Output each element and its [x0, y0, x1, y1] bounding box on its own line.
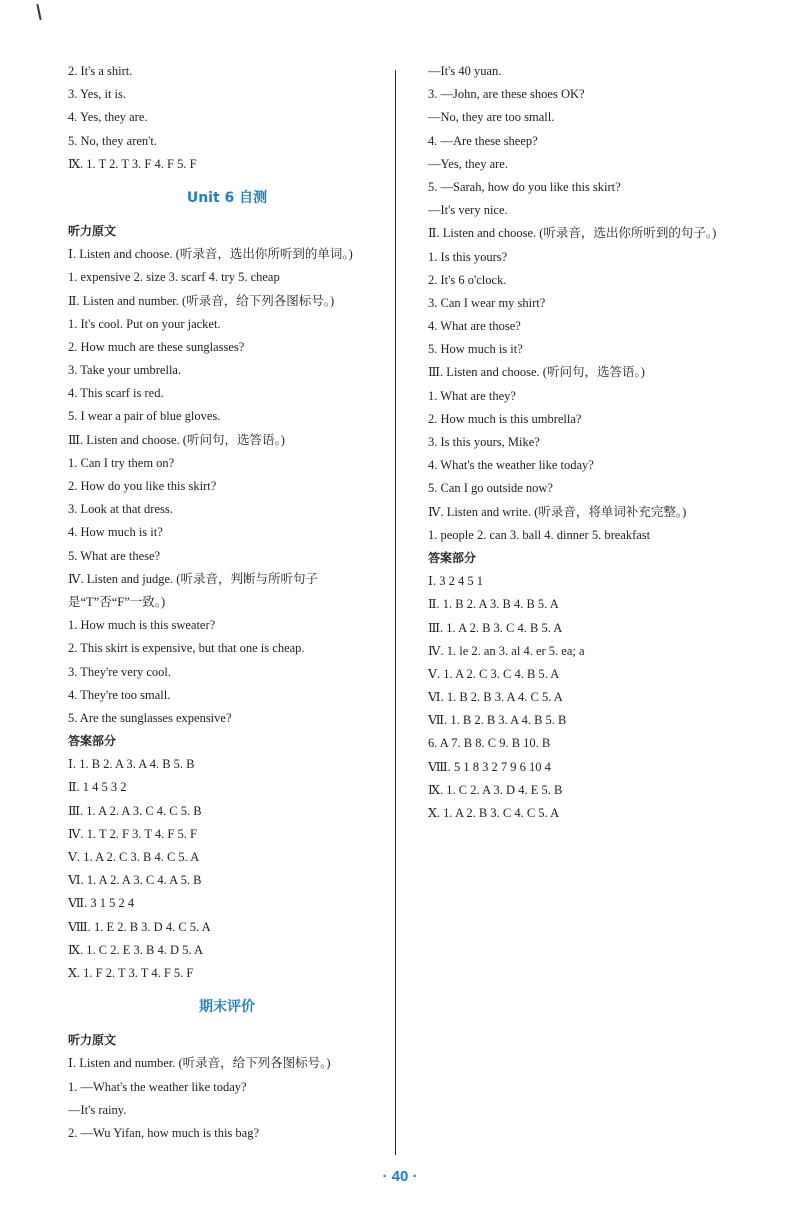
text-line: Ⅵ. 1. B 2. B 3. A 4. C 5. A [428, 690, 563, 705]
page-number: · 40 · [382, 1168, 418, 1185]
section-heading: 答案部分 [68, 734, 117, 749]
text-line: 1. expensive 2. size 3. scarf 4. try 5. cheap [68, 270, 280, 285]
text-line: Ⅱ. 1. B 2. A 3. B 4. B 5. A [428, 597, 559, 612]
text-line: 5. What are these? [68, 548, 161, 563]
text-line: 2. It's 6 o'clock. [428, 272, 507, 287]
text-line: —It's very nice. [428, 203, 508, 218]
text-line: 5. —Sarah, how do you like this skirt? [428, 179, 621, 194]
text-line: 3. Look at that dress. [68, 502, 173, 517]
text-line: 1. How much is this sweater? [68, 618, 216, 633]
text-line: Ⅹ. 1. F 2. T 3. T 4. F 5. F [68, 965, 194, 980]
text-line: Ⅳ. Listen and judge. (听录音，判断与所听句子是“T”否“F”一致。) [68, 571, 318, 609]
text-line: Ⅷ. 1. E 2. B 3. D 4. C 5. A [68, 919, 211, 934]
text-line: Ⅰ. Listen and choose. (听录音，选出你所听到的单词。) [68, 247, 353, 262]
text-line: 3. —John, are these shoes OK? [428, 87, 585, 102]
text-line: 2. —Wu Yifan, how much is this bag? [68, 1125, 260, 1140]
text-line: Ⅳ. 1. T 2. F 3. T 4. F 5. F [68, 826, 197, 841]
text-line: 4. What's the weather like today? [428, 458, 594, 473]
text-line: Ⅰ. 1. B 2. A 3. A 4. B 5. B [68, 757, 195, 772]
section-heading: 答案部分 [428, 550, 477, 565]
text-line: 4. Yes, they are. [68, 110, 148, 125]
text-line: 2. How much is this umbrella? [428, 411, 582, 426]
text-line: Ⅲ. Listen and choose. (听问句，选答语。) [68, 432, 285, 447]
text-line: Ⅵ. 1. A 2. A 3. C 4. A 5. B [68, 873, 202, 888]
text-line: 2. This skirt is expensive, but that one is cheap. [68, 641, 305, 656]
text-line: 6. A 7. B 8. C 9. B 10. B [428, 736, 551, 751]
text-line: 4. They're too small. [68, 687, 171, 702]
text-line: 2. How do you like this skirt? [68, 479, 217, 493]
text-line: —It's rainy. [68, 1102, 127, 1117]
text-line: 2. It's a shirt. [68, 64, 133, 78]
corner-mark [36, 4, 41, 20]
text-line: Ⅱ. Listen and choose. (听录音，选出你所听到的句子。) [428, 226, 717, 241]
text-line: Ⅸ. 1. T 2. T 3. F 4. F 5. F [68, 156, 197, 171]
text-line: —No, they are too small. [428, 110, 555, 125]
text-line: Ⅸ. 1. C 2. E 3. B 4. D 5. A [68, 942, 203, 957]
text-line: Ⅶ. 1. B 2. B 3. A 4. B 5. B [428, 713, 567, 728]
text-line: Ⅴ. 1. A 2. C 3. C 4. B 5. A [428, 666, 560, 681]
text-line: 4. What are those? [428, 319, 521, 334]
right-column [428, 60, 768, 825]
text-line: 3. Is this yours, Mike? [428, 435, 540, 449]
text-line: Ⅶ. 3 1 5 2 4 [68, 896, 135, 911]
text-line: 1. —What's the weather like today? [68, 1079, 247, 1094]
text-line: Ⅲ. 1. A 2. B 3. C 4. B 5. A [428, 620, 563, 635]
text-line: 3. Yes, it is. [68, 87, 127, 102]
left-column [68, 60, 386, 1145]
text-line: 1. It's cool. Put on your jacket. [68, 316, 221, 331]
text-line: Ⅰ. 3 2 4 5 1 [428, 574, 483, 589]
text-line: 4. —Are these sheep? [428, 133, 538, 148]
text-line: 5. Are the sunglasses expensive? [68, 710, 232, 725]
text-line: Ⅱ. 1 4 5 3 2 [68, 780, 127, 795]
text-line: 3. Take your umbrella. [68, 363, 182, 378]
text-line: Ⅳ. 1. le 2. an 3. al 4. er 5. ea; a [428, 643, 585, 658]
text-line: —It's 40 yuan. [428, 64, 502, 78]
text-line: Ⅴ. 1. A 2. C 3. B 4. C 5. A [68, 850, 200, 865]
text-line: 1. Is this yours? [428, 249, 508, 264]
text-line: 5. How much is it? [428, 342, 523, 357]
text-line: 3. Can I wear my shirt? [428, 295, 546, 310]
text-line: Ⅰ. Listen and number. (听录音，给下列各图标号。) [68, 1056, 331, 1071]
text-line: Ⅹ. 1. A 2. B 3. C 4. C 5. A [428, 806, 560, 820]
text-line: Ⅷ. 5 1 8 3 2 7 9 6 10 4 [428, 759, 551, 774]
text-line: 1. What are they? [428, 388, 516, 403]
text-line: 2. How much are these sunglasses? [68, 339, 245, 354]
text-line: 1. Can I try them on? [68, 455, 175, 470]
text-line: —Yes, they are. [428, 156, 508, 171]
text-line: Ⅲ. 1. A 2. A 3. C 4. C 5. B [68, 803, 202, 818]
column-divider [395, 70, 396, 1155]
text-line: Ⅳ. Listen and write. (听录音，将单词补充完整。) [428, 504, 687, 519]
text-line: 5. I wear a pair of blue gloves. [68, 409, 221, 424]
text-line: Ⅲ. Listen and choose. (听问句，选答语。) [428, 365, 645, 380]
section-title: Unit 6 自测 [186, 189, 268, 206]
text-line: 3. They're very cool. [68, 664, 172, 679]
text-line: 5. No, they aren't. [68, 133, 158, 148]
text-line: 4. This scarf is red. [68, 386, 164, 401]
text-line: Ⅸ. 1. C 2. A 3. D 4. E 5. B [428, 782, 563, 797]
text-line: Ⅱ. Listen and number. (听录音，给下列各图标号。) [68, 293, 335, 308]
section-heading: 听力原文 [68, 1033, 117, 1048]
section-title: 期末评价 [199, 999, 255, 1016]
text-line: 1. people 2. can 3. ball 4. dinner 5. breakfast [428, 527, 651, 542]
text-line: 5. Can I go outside now? [428, 481, 553, 496]
section-heading: 听力原文 [68, 223, 117, 238]
text-line: 4. How much is it? [68, 525, 163, 540]
